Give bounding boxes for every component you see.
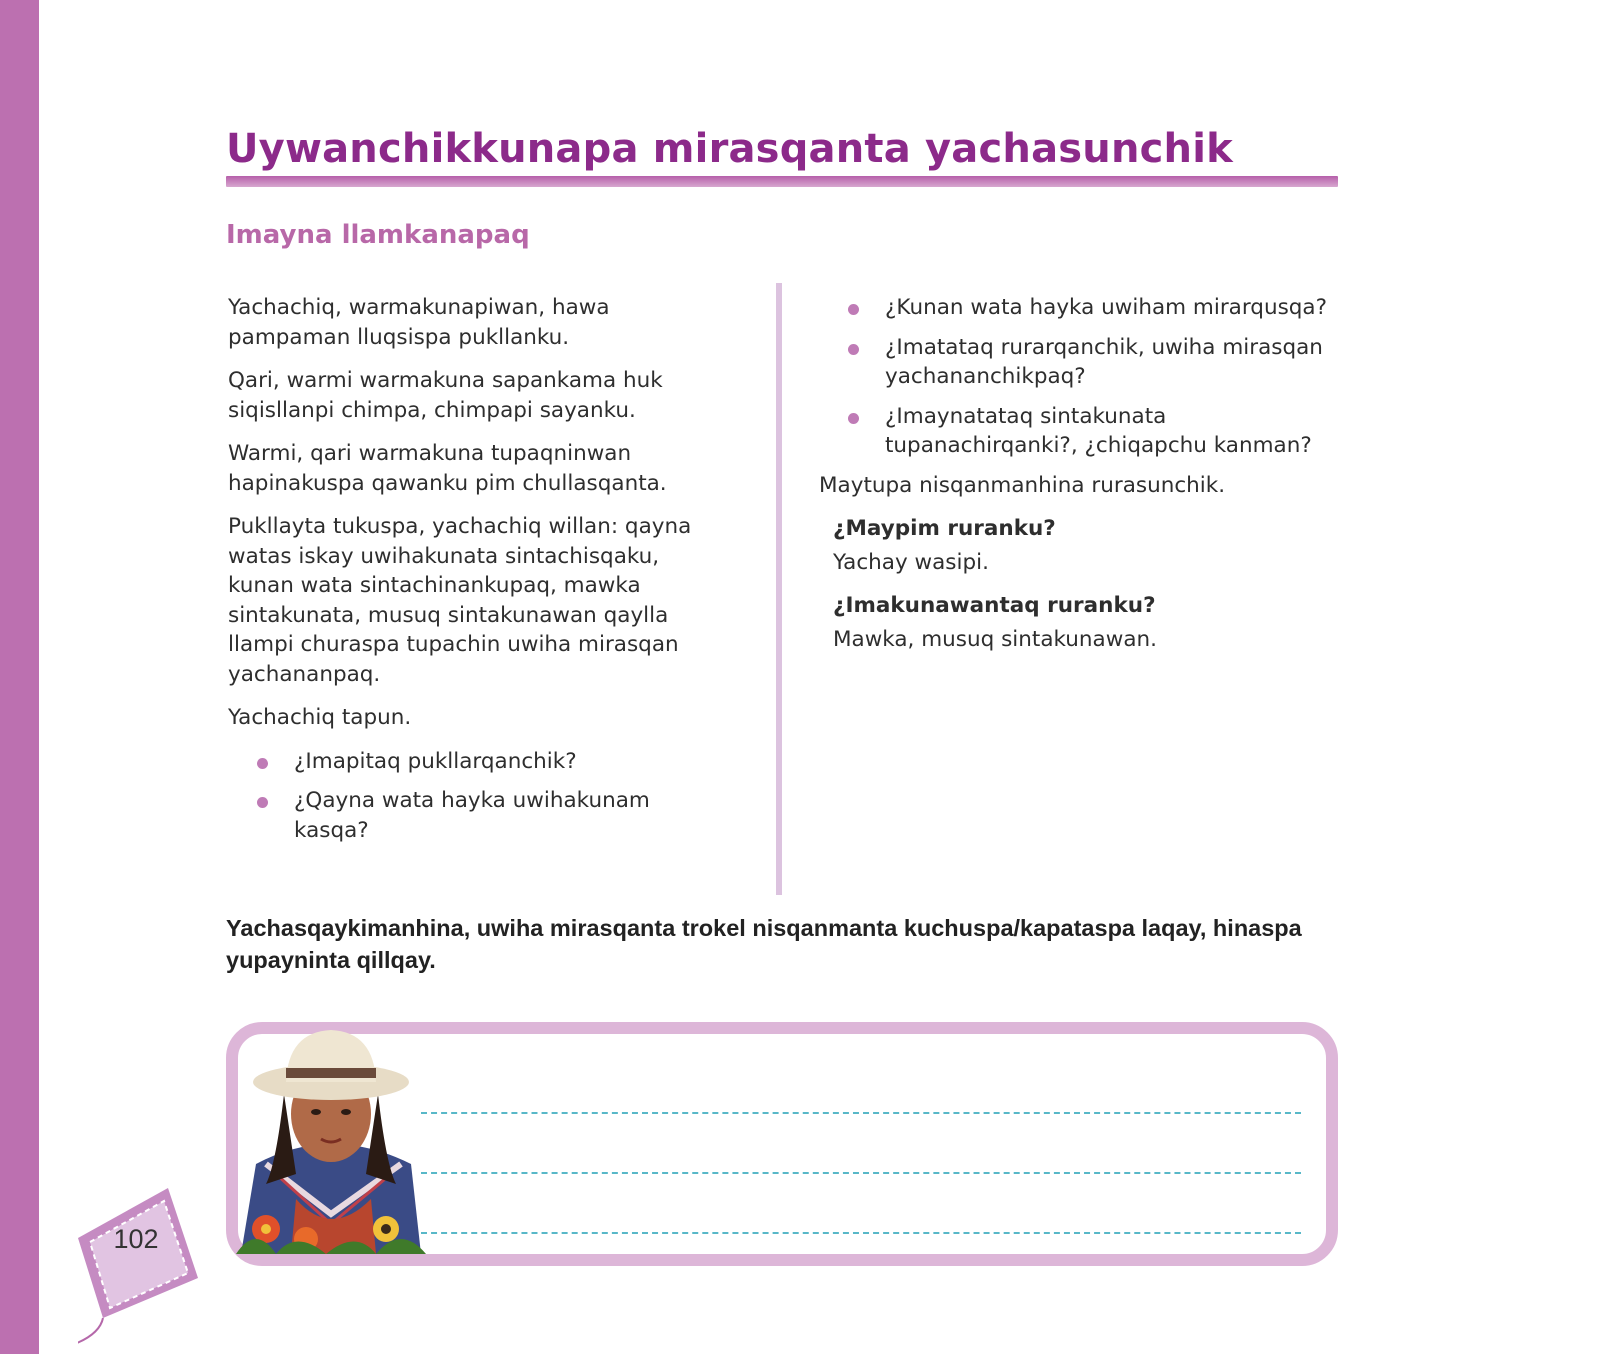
question-text: ¿Imapitaq pukllarqanchik? [294,748,577,774]
answer-text: Yachay wasipi. [833,549,989,575]
side-color-band [0,0,39,1354]
left-column [228,293,698,855]
paragraph: Pukllayta tukuspa, yachachiq willan: qayna watas iskay uwihakunata sintachisqaku, kunan wata sintachinankupaq, mawka sintakunata, musuq sintakunawan qaylla llampi churaspa tupachin uwiha mirasqan yachananpaq. [228,514,692,687]
question-list [228,747,698,846]
page-title: Uywanchikkunapa mirasqanta yachasunchik [226,126,1233,172]
list-item [819,333,1353,392]
list-item [228,747,698,777]
paragraph: Qari, warmi warmakuna sapankama huk siqisllanpi chimpa, chimpapi sayanku. [228,368,663,423]
closing-text: Maytupa nisqanmanhina rurasunchik. [819,472,1226,498]
list-item [819,402,1353,461]
bullet-icon [257,758,268,769]
writing-line[interactable] [421,1112,1301,1114]
question-heading: ¿Maypim ruranku? [833,516,1056,541]
column-divider [776,283,782,895]
writing-line[interactable] [421,1172,1301,1174]
question-heading: ¿Imakunawantaq ruranku? [833,593,1156,618]
writing-line[interactable] [421,1232,1301,1234]
question-text: ¿Imaynatataq sintakunata tupanachirqanki?, ¿chiqapchu kanman? [885,403,1312,458]
kite-page-badge [78,1168,268,1358]
bullet-icon [848,413,859,424]
bullet-icon [257,797,268,808]
paragraph: Yachachiq tapun. [228,705,412,730]
question-list [819,293,1353,461]
list-item [819,293,1353,323]
paragraph: Warmi, qari warmakuna tupaqninwan hapinakuspa qawanku pim chullasqanta. [228,441,667,496]
list-item [228,786,698,845]
right-column [819,293,1353,668]
question-text: ¿Imatataq rurarqanchik, uwiha mirasqan yachananchikpaq? [885,334,1323,389]
bullet-icon [848,304,859,315]
section-subtitle: Imayna llamkanapaq [226,220,530,250]
bullet-icon [848,344,859,355]
page-number: 102 [113,1224,159,1254]
question-text: ¿Kunan wata hayka uwiham mirarqusqa? [885,295,1327,320]
paragraph: Yachachiq, warmakunapiwan, hawa pampaman lluqsispa pukllanku. [228,295,610,350]
activity-instruction: Yachasqaykimanhina, uwiha mirasqanta trokel nisqanmanta kuchuspa/kapataspa laqay, hinaspa yupayninta qillqay. [226,915,1302,973]
title-underline [226,176,1338,187]
question-text: ¿Qayna wata hayka uwihakunam kasqa? [294,788,650,843]
answer-text: Mawka, musuq sintakunawan. [833,626,1157,652]
